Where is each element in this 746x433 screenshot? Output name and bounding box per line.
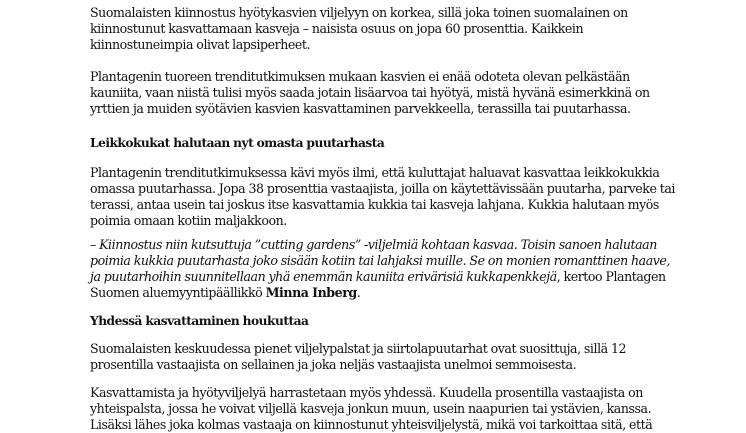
quote-text: – Kiinnostus niin kutsuttuja ”cutting gardens” -viljelmiä kohtaan kasvaa. Toisin sanoen halutaan poimia kukkia puutarhasta joko sisään kotiin tai lahjaksi muille. Se on monien romanttinen haave, ja puutarhoihin suunnitellaan yhä enemmän kauniita erivärisiä kukkapenkkejä bbox=[90, 237, 670, 284]
quote-attribution: , kertoo Plantagen Suomen aluemyyntipäällikkö bbox=[90, 269, 666, 300]
paragraph-shared-plots: Kasvattamista ja hyötyviljelyä harrastetaan myös yhdessä. Kuudella prosentilla vastaajista on yhteispalsta, jossa he voivat viljellä kasveja jonkun muun, usein naapurien tai ystävien, kanssa. Lisäksi lähes joka kolmas vastaaja on kiinnostunut yhteisviljelystä, mikä voi tarkoittaa sitä, että bbox=[90, 385, 653, 432]
speaker-name: Minna Inberg bbox=[265, 285, 357, 300]
paragraph-intro: Suomalaisten kiinnostus hyötykasvien viljelyyn on korkea, sillä joka toinen suomalainen on kiinnostunut kasvattamaan kasveja – naisista osuus on jopa 60 prosenttia. Kaikkein kiinnostuneimpia olivat lapsiperheet. bbox=[90, 5, 628, 52]
heading-growing-together: Yhdessä kasvattaminen houkuttaa bbox=[90, 314, 309, 328]
paragraph-allotments: Suomalaisten keskuudessa pienet viljelypalstat ja siirtolapuutarhat ovat suosittuja, sillä 12 prosentilla vastaajista on sellainen ja joka neljäs vastaajista unelmoi semmoisesta. bbox=[90, 341, 627, 372]
quote-end: . bbox=[356, 285, 361, 300]
heading-cut-flowers: Leikkokukat halutaan nyt omasta puutarhasta bbox=[90, 136, 385, 150]
paragraph-trend-study: Plantagenin tuoreen trenditutkimuksen mukaan kasvien ei enää odoteta olevan pelkästään kauniita, vaan niistä tulisi myös saada jotain lisäarvoa tai hyötyä, mistä hyvänä esimerkkinä on yrttien ja muiden syötävien kasvien kasvattaminen parvekkeella, terassilla tai puutarhassa. bbox=[90, 69, 650, 116]
paragraph-cut-flowers: Plantagenin trenditutkimuksessa kävi myös ilmi, että kuluttajat haluavat kasvattaa leikkokukkia omassa puutarhassa. Jopa 38 prosenttia vastaajista, joilla on käytettävissään puutarha, parveke tai terassi, antaa usein tai joskus itse kasvattamia kukkia tai kasveja lahjana. Kukkia halutaan myös poimia omaan kotiin maljakkoon. bbox=[90, 165, 675, 228]
quote-paragraph bbox=[90, 237, 680, 301]
